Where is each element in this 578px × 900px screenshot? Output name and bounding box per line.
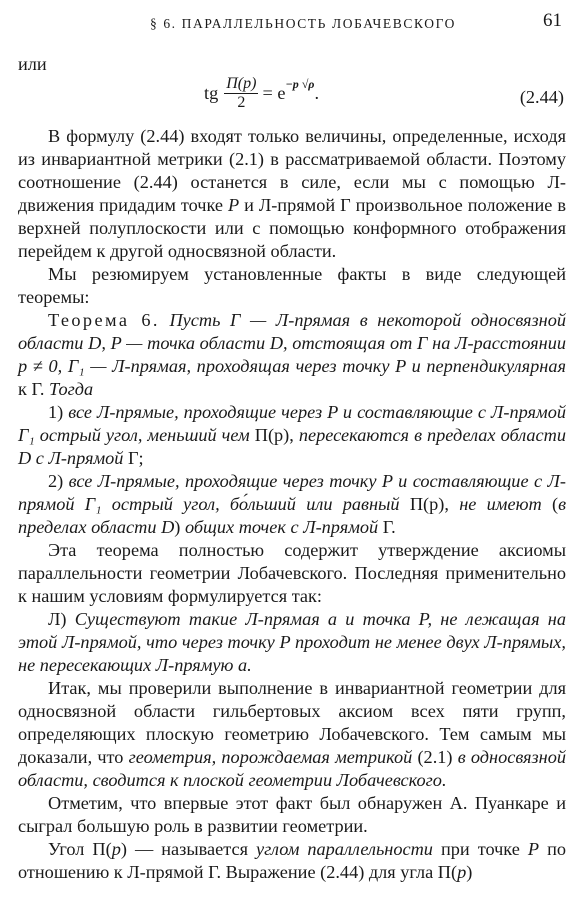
paragraph (18, 838, 566, 884)
text-run: P (227, 195, 240, 215)
text-run: геометрия, порождаемая метрикой (128, 747, 413, 767)
text-run: в односвязной области, сводится к плоской геометрии Лобачевского. (18, 747, 567, 790)
paragraph (18, 470, 566, 539)
text-run: в пределах области D (18, 494, 566, 537)
text-run: (2.1) (412, 747, 458, 767)
formula-numerator: Π(p) (226, 75, 257, 92)
paragraph (18, 263, 566, 309)
text-run: Отметим, что впервые этот факт был обнаружен А. Пуанкаре и сыграл большую роль в развитии геометрии. (18, 793, 566, 836)
text-run: к Γ. (18, 379, 49, 399)
formula-lead-word: или (18, 54, 47, 74)
text-run: 1) (48, 402, 69, 422)
text-run: Π(p), (249, 425, 299, 445)
paragraph (18, 539, 566, 608)
text-run: все Л-прямые, проходящие через точку P и составляющие с Л-прямой Γ₁ острый угол, бо́льший или равный (18, 471, 566, 514)
text-run: общих точек с Л-прямой (184, 517, 379, 537)
text-run: Угол Π( (48, 839, 112, 859)
text-run: 2) (48, 471, 69, 491)
text-run: пересекаются в пределах области D с Л-прямой (18, 425, 566, 468)
text-run: ) (466, 862, 473, 882)
text-run: Пусть Γ — Л-прямая в некоторой односвязной области D, P — точка области D, отстоящая от Γ на Л-расстоянии p ≠ 0, Γ₁ — Л-прямая, проходящая через точку P и перпендикулярная (18, 310, 566, 376)
text-run: все Л-прямые, проходящие через P и составляющие с Л-прямой Γ₁ острый угол, меньший чем (18, 402, 566, 445)
running-head: § 6. ПАРАЛЛЕЛЬНОСТЬ ЛОБАЧЕВСКОГО (150, 16, 457, 31)
body-text (18, 125, 566, 884)
text-run: Теорема 6. (48, 310, 160, 330)
formula-exponent: −p √ρ (285, 77, 315, 91)
formula-rhs: = e (262, 83, 286, 103)
text-run: p (111, 839, 121, 859)
text-run: В формулу (2.44) входят только величины, определенные, исходя из инвариантной метрики (2.1) в рассматриваемой области. Поэтому соотношение (2.44) останется в силе, если мы с помощью Л-движения придадим точке (18, 126, 566, 215)
text-run: Π(p), (399, 494, 460, 514)
text-run: Тогда (48, 379, 94, 399)
equation-number: (2.44) (519, 87, 564, 107)
text-run: Мы резюмируем установленные факты в виде следующей теоремы: (18, 264, 566, 307)
text-run: при точке (432, 839, 528, 859)
text-run: не имеют (459, 494, 542, 514)
text-run: Γ; (123, 448, 144, 468)
formula-tg: tg (204, 83, 219, 103)
text-run: ) (174, 517, 185, 537)
paragraph (18, 125, 566, 263)
text-run: углом параллельности (256, 839, 433, 859)
text-run: P (527, 839, 540, 859)
paragraph (18, 401, 566, 470)
paragraph (18, 792, 566, 838)
formula-denominator: 2 (237, 94, 246, 111)
page-number: 61 (543, 10, 562, 31)
text-run: Л) (48, 609, 75, 629)
text-run: и Л-прямой Γ произвольное положение в верхней полуплоскости или с помощью конформного отображения перейдем к другой односвязной области. (18, 195, 566, 261)
text-run: p (457, 862, 467, 882)
text-run: ( (541, 494, 559, 514)
formula-end: . (314, 83, 320, 103)
text-run: Итак, мы проверили выполнение в инвариантной геометрии для односвязной области гильбертовых аксиом всех пяти групп, определяющих плоскую геометрию Лобачевского. Тем самым мы доказали, что (18, 678, 566, 767)
text-run: ) — называется (120, 839, 257, 859)
formula-2-44 (204, 75, 319, 112)
text-run: Эта теорема полностью содержит утверждение аксиомы параллельности геометрии Лобачевского. Последняя применительно к нашим условиям формулируется так: (18, 540, 566, 606)
text-run: по отношению к Л-прямой Γ. Выражение (2.44) для угла Π( (18, 839, 566, 882)
paragraph (18, 677, 566, 792)
text-run: Существуют такие Л-прямая a и точка P, не лежащая на этой Л-прямой, что через точку P проходит не менее двух Л-прямых, не пересекающих Л-прямую a. (18, 609, 566, 675)
page-header (0, 10, 578, 36)
text-run: Γ. (378, 517, 396, 537)
formula-fraction (224, 75, 258, 112)
paragraph (18, 309, 566, 401)
paragraph (18, 608, 566, 677)
